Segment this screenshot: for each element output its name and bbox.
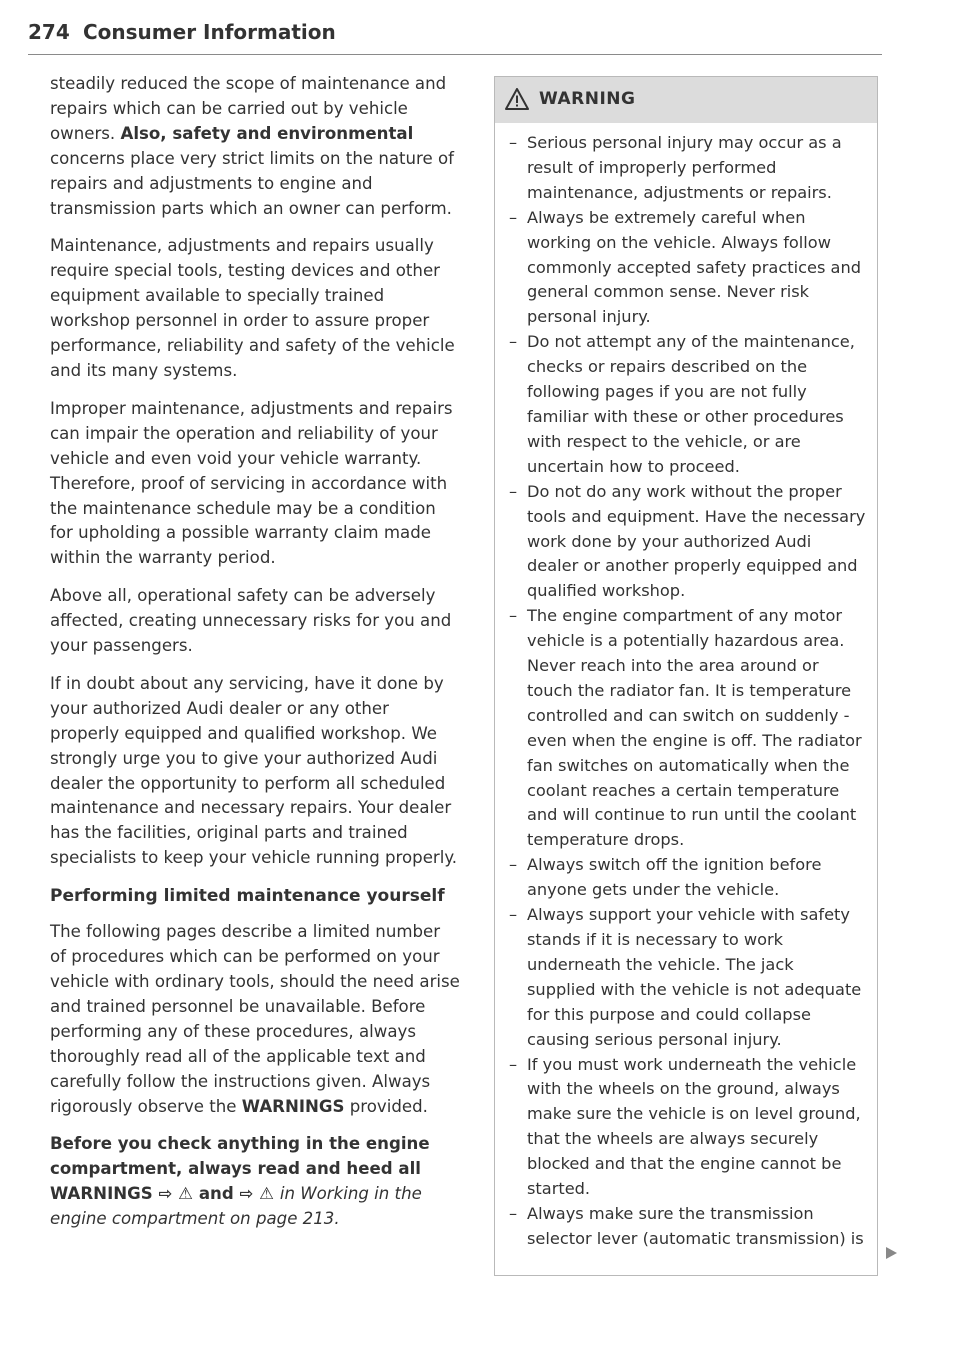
warning-item: – Serious personal injury may occur as a result of improperly performed maintenance, adjustments or repairs. (509, 131, 867, 206)
warning-triangle-icon (505, 88, 529, 110)
left-column (50, 72, 460, 1232)
warning-header (495, 77, 877, 123)
paragraph-5: If in doubt about any servicing, have it done by your authorized Audi dealer or any other properly equipped and qualified workshop. We strongly urge you to give your authorized Audi dealer the opportunity to perform all scheduled maintenance and necessary repairs. Your dealer has the facilities, original parts and trained specialists to keep your vehicle running properly. (50, 673, 458, 868)
warning-box (494, 76, 878, 1276)
warning-item: – Do not do any work without the proper tools and equipment. Have the necessary work done by your authorized Audi dealer or another properly equipped and qualified workshop. (509, 480, 867, 605)
continue-arrow-icon (886, 1247, 897, 1259)
section-heading: Performing limited maintenance yourself (50, 886, 445, 907)
paragraph-2: Maintenance, adjustments and repairs usually require special tools, testing devices and other equipment available to specially trained workshop personnel in order to assure proper performance, reliability and safety of the vehicle and its many systems. (50, 236, 455, 380)
paragraph-3: Improper maintenance, adjustments and repairs can impair the operation and reliability of your vehicle and even void your vehicle warranty. Therefore, proof of servicing in accordance with the maintenance schedule may be a condition for upholding a possible warranty claim made within the warranty period. (50, 398, 453, 568)
page-header (28, 18, 882, 55)
paragraph-6: The following pages describe a limited number of procedures which can be performed on your vehicle with ordinary tools, should the need arise and trained personnel be unavailable. Before performing any of these procedures, always thoroughly read all of the applicable text and carefully follow the instructions given. Always rigorously observe the WARNINGS provided. (50, 922, 460, 1116)
section-title: Consumer Information (83, 20, 336, 44)
warning-title: WARNING (539, 89, 636, 109)
paragraph-4: Above all, operational safety can be adversely affected, creating unnecessary risks for you and your passengers. (50, 586, 452, 656)
engine-compartment-note: Before you check anything in the engine compartment, always read and heed all WARNINGS ⇨ ⚠ and ⇨ ⚠ in Working in the engine compartment on page 213. (50, 1134, 430, 1229)
warning-item: – Always be extremely careful when working on the vehicle. Always follow commonly accepted safety practices and general common sense. Never risk personal injury. (509, 206, 867, 331)
warning-item: – Always support your vehicle with safety stands if it is necessary to work underneath the vehicle. The jack supplied with the vehicle is not adequate for this purpose and could collapse causing serious personal injury. (509, 903, 867, 1052)
warning-list (495, 123, 877, 1252)
page-number: 274 (28, 20, 70, 44)
warning-reference-link[interactable]: ⇨ ⚠ and ⇨ ⚠ (158, 1184, 275, 1204)
warning-item: – If you must work underneath the vehicle with the wheels on the ground, always make sure the vehicle is on level ground, that the wheels are always securely blocked and that the engine cannot be started. (509, 1053, 867, 1202)
warning-item: – Do not attempt any of the maintenance, checks or repairs described on the following pages if you are not fully familiar with these or other procedures with respect to the vehicle, or are uncertain how to proceed. (509, 330, 867, 479)
warning-item: – The engine compartment of any motor vehicle is a potentially hazardous area. Never reach into the area around or touch the radiator fan. It is temperature controlled and can switch on suddenly - even when the engine is off. The radiator fan switches on automatically when the coolant reaches a certain temperature and will continue to run until the coolant temperature drops. (509, 604, 867, 853)
page-reference[interactable]: in Working in the engine compartment on page 213. (50, 1184, 422, 1229)
warning-item: – Always make sure the transmission selector lever (automatic transmission) is (509, 1202, 867, 1252)
paragraph-1: steadily reduced the scope of maintenance and repairs which can be carried out by vehicle owners. Also, safety and environmental concerns place very strict limits on the nature of repairs and adjustments to engine and transmission parts which an owner can perform. (50, 74, 454, 218)
warning-item: – Always switch off the ignition before anyone gets under the vehicle. (509, 853, 867, 903)
